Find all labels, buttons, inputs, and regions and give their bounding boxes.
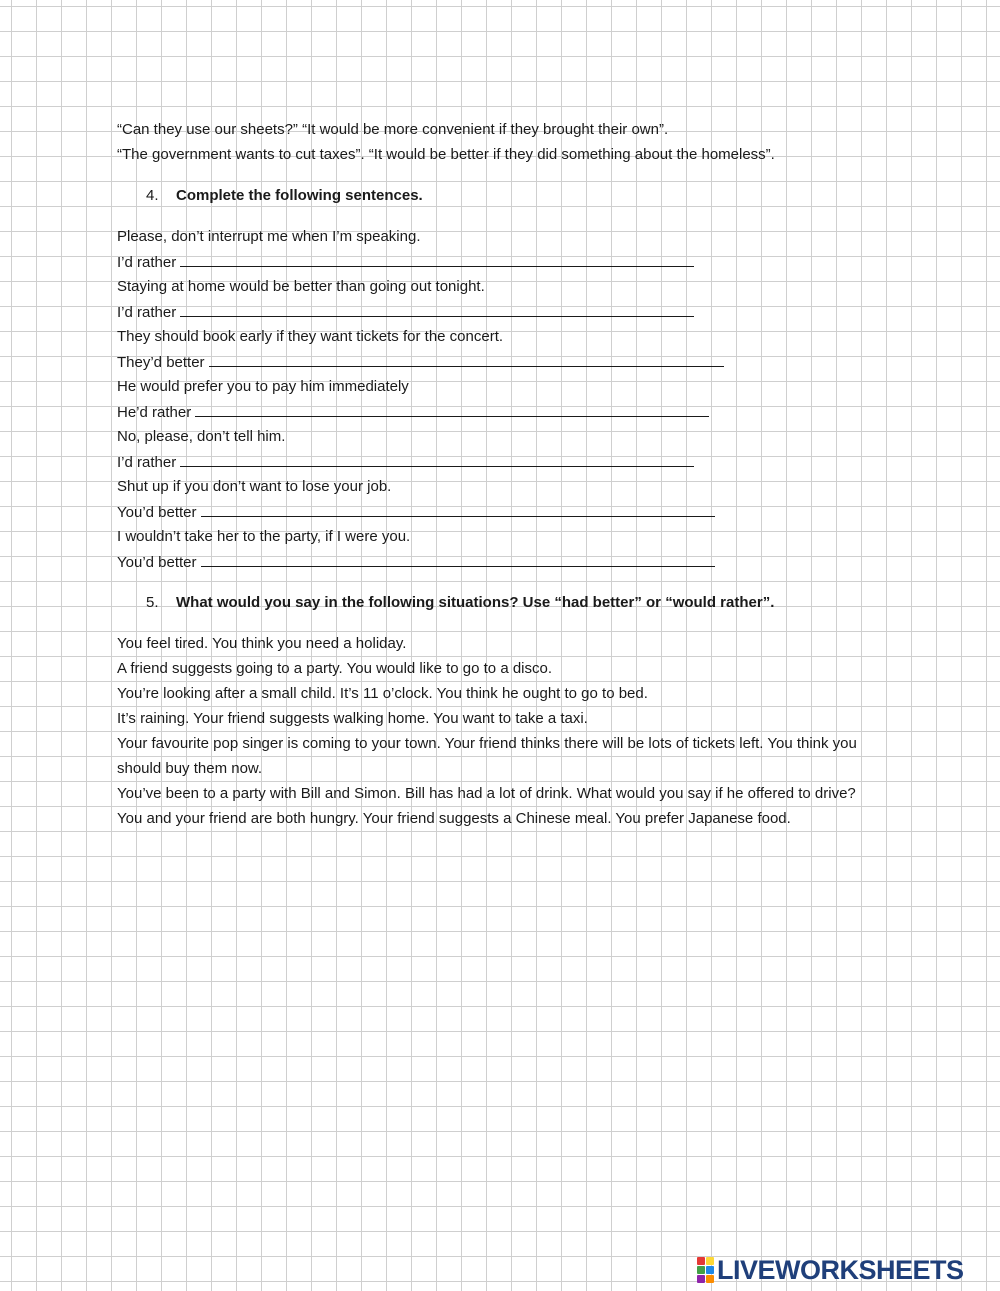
- answer-stem: I’d rather: [117, 454, 177, 471]
- answer-blank[interactable]: [201, 499, 715, 517]
- answer-blank[interactable]: [180, 249, 694, 267]
- exercise-prompt: No, please, don’t tell him.: [117, 428, 286, 445]
- logo-text: LIVEWORKSHEETS: [717, 1254, 964, 1285]
- exercise-answer-line: [117, 449, 882, 474]
- situation-item: You’re looking after a small child. It’s 11 o’clock. You think he ought to go to bed.: [117, 685, 648, 702]
- exercise-answer-line: [117, 349, 882, 374]
- answer-stem: They’d better: [117, 354, 205, 371]
- answer-blank[interactable]: [201, 549, 715, 567]
- section-title: What would you say in the following situations? Use “had better” or “would rather”.: [176, 594, 775, 611]
- answer-stem: You’d better: [117, 504, 197, 521]
- intro-line: “The government wants to cut taxes”. “It would be better if they did something about the homeless”.: [117, 146, 775, 163]
- situation-item: It’s raining. Your friend suggests walking home. You want to take a taxi.: [117, 710, 588, 727]
- logo-square: [697, 1275, 705, 1283]
- situation-item: You and your friend are both hungry. Your friend suggests a Chinese meal. You prefer Japanese food.: [117, 810, 791, 827]
- section-5-heading: [117, 590, 882, 615]
- exercise-prompt: I wouldn’t take her to the party, if I were you.: [117, 528, 411, 545]
- answer-blank[interactable]: [195, 399, 709, 417]
- liveworksheets-logo-icon: [697, 1257, 714, 1283]
- section-4-items: [117, 224, 882, 574]
- exercise-prompt: Staying at home would be better than going out tonight.: [117, 278, 485, 295]
- situation-item: You’ve been to a party with Bill and Simon. Bill has had a lot of drink. What would you say if he offered to drive?: [117, 785, 856, 802]
- situation-item: Your favourite pop singer is coming to your town. Your friend thinks there will be lots of tickets left. You think you should buy them now.: [117, 735, 857, 777]
- logo-square: [697, 1266, 705, 1274]
- answer-blank[interactable]: [180, 449, 694, 467]
- answer-stem: I’d rather: [117, 304, 177, 321]
- section-number: 5.: [146, 594, 159, 611]
- exercise-answer-line: [117, 249, 882, 274]
- answer-blank[interactable]: [209, 349, 724, 367]
- logo-square: [697, 1257, 705, 1265]
- answer-stem: I’d rather: [117, 254, 177, 271]
- answer-stem: He’d rather: [117, 404, 192, 421]
- section-5-situations: [117, 631, 882, 831]
- exercise-answer-line: [117, 499, 882, 524]
- exercise-prompt: They should book early if they want tickets for the concert.: [117, 328, 504, 345]
- exercise-answer-line: [117, 299, 882, 324]
- logo-square: [706, 1257, 714, 1265]
- exercise-answer-line: [117, 549, 882, 574]
- answer-stem: You’d better: [117, 554, 197, 571]
- logo-square: [706, 1266, 714, 1274]
- worksheet-page: [117, 117, 882, 831]
- exercise-prompt: He would prefer you to pay him immediately: [117, 378, 409, 395]
- situation-item: A friend suggests going to a party. You would like to go to a disco.: [117, 660, 553, 677]
- section-4-heading: [117, 183, 882, 208]
- logo-square: [706, 1275, 714, 1283]
- liveworksheets-logo[interactable]: [697, 1255, 964, 1285]
- exercise-answer-line: [117, 399, 882, 424]
- intro-line: “Can they use our sheets?” “It would be more convenient if they brought their own”.: [117, 121, 669, 138]
- exercise-prompt: Shut up if you don’t want to lose your job.: [117, 478, 392, 495]
- exercise-prompt: Please, don’t interrupt me when I’m speaking.: [117, 228, 421, 245]
- answer-blank[interactable]: [180, 299, 694, 317]
- section-title: Complete the following sentences.: [176, 187, 423, 204]
- situation-item: You feel tired. You think you need a holiday.: [117, 635, 407, 652]
- section-number: 4.: [146, 187, 159, 204]
